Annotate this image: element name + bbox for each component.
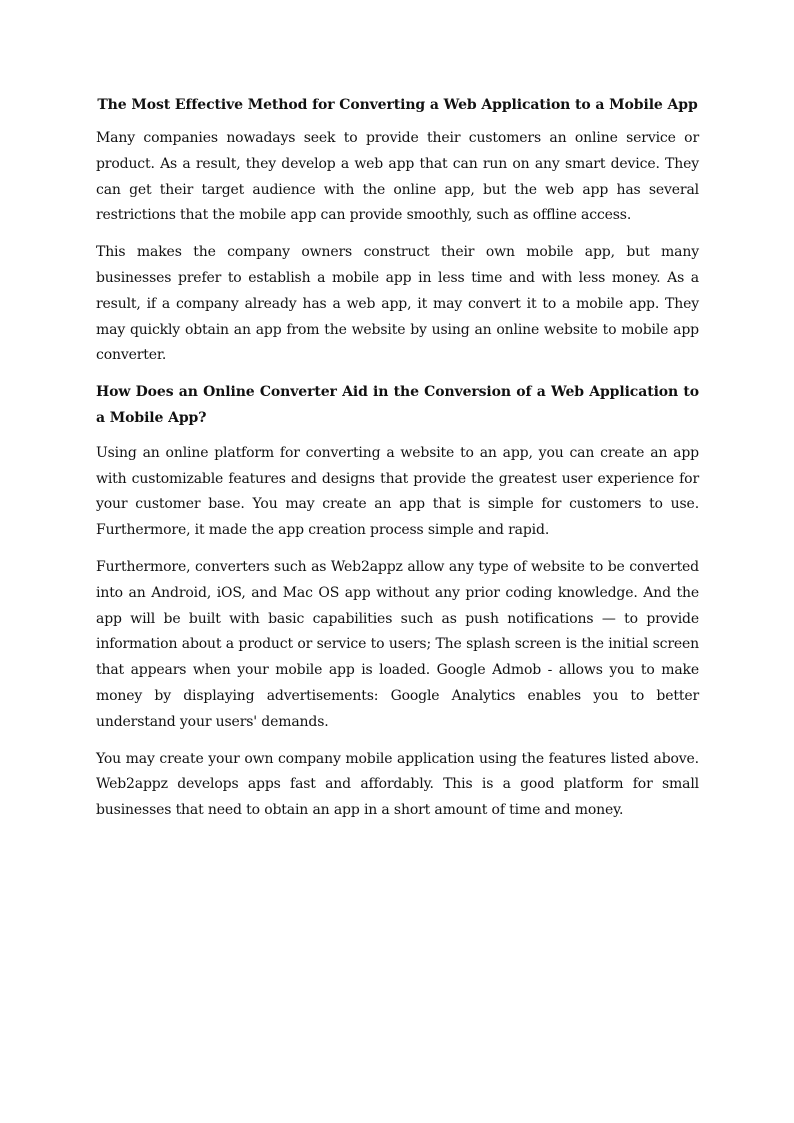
section-heading: How Does an Online Converter Aid in the Conversion of a Web Application to a Mobile App? [96, 384, 699, 426]
paragraph-body-2: Furthermore, converters such as Web2appz allow any type of website to be converted into an Android, iOS, and Mac OS app without any prior coding knowledge. And the app will be built with basic capabilities such as push notifications — to provide information about a product or service to users; The splash screen is the initial screen that appears when your mobile app is loaded. Google Admob - allows you to make money by displaying advertisements: Google Analytics enables you to better understand your users' demands. [96, 558, 699, 730]
paragraph-intro-1: Many companies nowadays seek to provide their customers an online service or product. As a result, they develop a web app that can run on any smart device. They can get their target audience with the online app, but the web app has several restrictions that the mobile app can provide smoothly, such as offline access. [96, 130, 699, 224]
document-page [96, 94, 699, 835]
paragraph-body-1: Using an online platform for converting a website to an app, you can create an app with customizable features and designs that provide the greatest user experience for your customer base. You may create an app that is simple for customers to use. Furthermore, it made the app creation process simple and rapid. [96, 444, 699, 539]
paragraph-body-3: You may create your own company mobile application using the features listed above. Web2appz develops apps fast and affordably. This is a good platform for small businesses that need to obtain an app in a short amount of time and money. [96, 750, 699, 819]
document-title: The Most Effective Method for Converting a Web Application to a Mobile App [97, 97, 698, 113]
paragraph-intro-2: This makes the company owners construct their own mobile app, but many businesses prefer to establish a mobile app in less time and with less money. As a result, if a company already has a web app, it may convert it to a mobile app. They may quickly obtain an app from the website by using an online website to mobile app converter. [96, 244, 699, 364]
